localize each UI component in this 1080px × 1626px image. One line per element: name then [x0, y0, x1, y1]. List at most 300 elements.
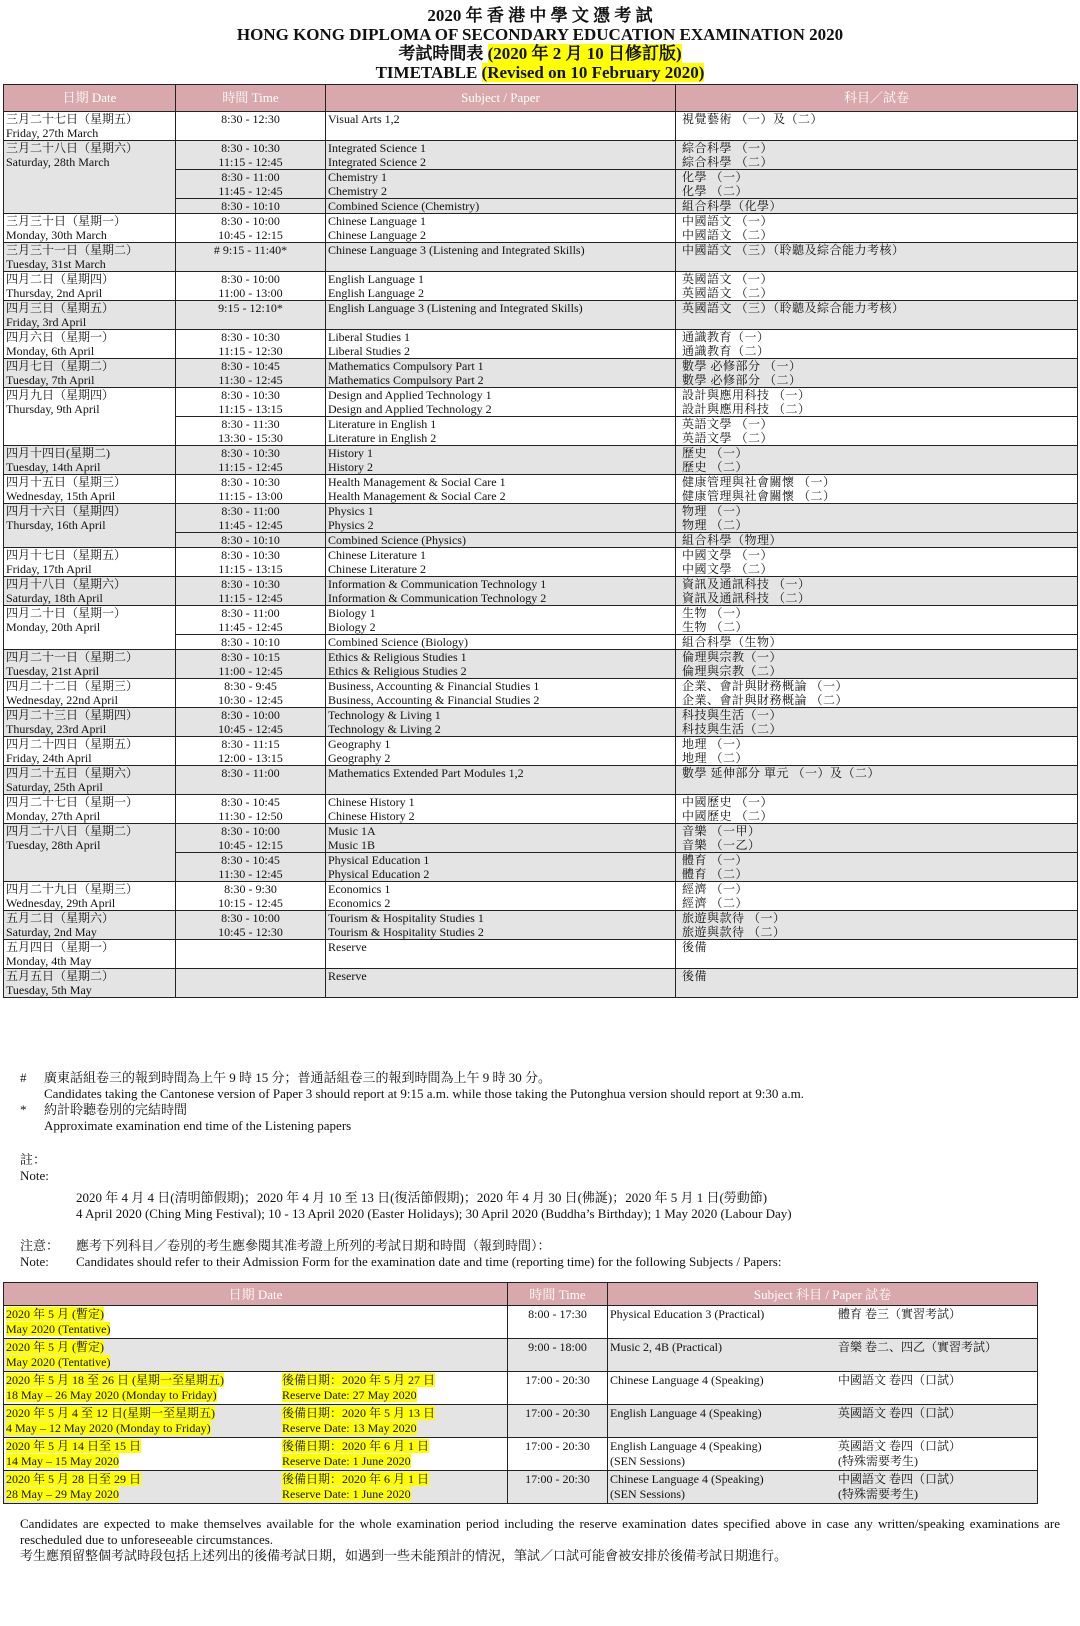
subject-zh-cell — [676, 795, 1078, 824]
subject-cell-line: Tourism & Hospitality Studies 2 — [328, 925, 484, 939]
special-subject-zh: (特殊需要考生) — [838, 1487, 918, 1501]
date-cell-line: Monday, 6th April — [6, 344, 95, 358]
timetable-row — [4, 766, 1078, 795]
subject-zh-cell — [676, 170, 1078, 199]
special-subject-en: Chinese Language 4 (Speaking) — [610, 1373, 764, 1387]
special-time-cell: 17:00 - 20:30 — [508, 1471, 608, 1504]
timetable-row — [4, 577, 1078, 606]
subject-zh-cell-line: 科技與生活（二） — [682, 722, 783, 736]
subject-cell-line: Physical Education 1 — [328, 853, 430, 867]
subject-zh-cell-line: 組合科學（物理） — [682, 533, 783, 547]
subject-cell — [326, 475, 676, 504]
date-cell — [4, 533, 176, 548]
time-cell-line: 8:30 - 10:00 — [221, 911, 280, 925]
subject-zh-cell-line: 企業、會計與財務概論 （二） — [682, 693, 849, 707]
special-subject-zh: 英國語文 卷四（口試） — [838, 1439, 962, 1453]
subject-cell-line: Visual Arts 1,2 — [328, 112, 400, 126]
special-header-row — [4, 1283, 1038, 1306]
time-cell — [176, 650, 326, 679]
date-cell-line: Monday, 20th April — [6, 620, 101, 634]
time-cell-line: 11:45 - 12:45 — [218, 620, 283, 634]
time-cell-line: 11:15 - 13:00 — [218, 489, 283, 503]
date-cell — [4, 301, 176, 330]
time-cell — [176, 635, 326, 650]
timetable-row — [4, 737, 1078, 766]
exam-date-text: 2020 年 5 月 (暫定) — [6, 1307, 104, 1321]
time-cell-line: 11:30 - 12:50 — [218, 809, 283, 823]
date-cell-line: Monday, 27th April — [6, 809, 101, 823]
subject-zh-cell-line: 數學 延伸部分 單元 （一）及（二） — [682, 766, 881, 780]
date-cell-line: Saturday, 25th April — [6, 780, 103, 794]
subject-cell-line: Design and Applied Technology 1 — [328, 388, 492, 402]
subject-cell-line: Chinese Language 2 — [328, 228, 426, 242]
attention-en — [20, 1254, 1060, 1270]
date-cell-line: Tuesday, 21st April — [6, 664, 100, 678]
date-cell — [4, 650, 176, 679]
subject-zh-cell — [676, 548, 1078, 577]
subject-zh-cell-line: 物理 （二） — [682, 518, 749, 532]
time-cell-line: 11:15 - 12:45 — [218, 591, 283, 605]
revision-highlight-zh: (2020 年 2 月 10 日修訂版) — [487, 44, 682, 63]
attention-text-zh: 應考下列科目／卷別的考生應參閱其准考證上所列的考試日期和時間（報到時間）： — [76, 1238, 551, 1253]
date-cell-line: Tuesday, 14th April — [6, 460, 101, 474]
special-subject-en: English Language 4 (Speaking) — [610, 1406, 762, 1420]
timetable-row — [4, 446, 1078, 475]
special-subject-en: (SEN Sessions) — [610, 1454, 686, 1468]
special-time-cell: 17:00 - 20:30 — [508, 1405, 608, 1438]
date-cell-line: Saturday, 2nd May — [6, 925, 97, 939]
note-label-en: Note: — [20, 1168, 49, 1183]
subject-zh-cell-line: 體育 （一） — [682, 853, 749, 867]
time-cell-line: 8:30 - 10:00 — [221, 214, 280, 228]
date-cell-line: 四月二日（星期四） — [6, 272, 115, 286]
timetable-row — [4, 199, 1078, 214]
subject-zh-cell-line: 資訊及通訊科技 （二） — [682, 591, 811, 605]
date-cell-line: Saturday, 18th April — [6, 591, 103, 605]
special-date-cell — [4, 1438, 508, 1471]
special-subject-cell — [608, 1405, 1038, 1438]
date-cell-line: 四月十七日（星期五） — [6, 548, 127, 562]
subject-cell — [326, 417, 676, 446]
subject-cell — [326, 301, 676, 330]
subject-cell — [326, 795, 676, 824]
timetable-row — [4, 243, 1078, 272]
timetable-row — [4, 940, 1078, 969]
time-cell-line: 13:30 - 15:30 — [218, 431, 283, 445]
time-cell-line: 8:30 - 10:45 — [221, 359, 280, 373]
subject-zh-cell-line: 生物 （二） — [682, 620, 749, 634]
subject-cell — [326, 882, 676, 911]
special-papers-table — [3, 1282, 1038, 1504]
time-cell — [176, 199, 326, 214]
time-cell-line: 8:30 - 10:30 — [221, 475, 280, 489]
subject-zh-cell — [676, 650, 1078, 679]
date-cell — [4, 243, 176, 272]
subject-cell-line: Liberal Studies 1 — [328, 330, 410, 344]
subject-zh-cell-line: 音樂 （一乙） — [682, 838, 761, 852]
exam-timetable — [3, 84, 1078, 998]
subject-cell-line: Physical Education 2 — [328, 867, 430, 881]
footer-en: Candidates are expected to make themselves available for the whole examination period including the reserve examination dates specified above in case any written/speaking examinations are rescheduled due to unforeseeable circumstances. — [20, 1516, 1060, 1547]
reserve-date-text: 後備日期：2020 年 6 月 1 日 — [282, 1439, 430, 1453]
time-cell — [176, 243, 326, 272]
subject-cell-line: Economics 1 — [328, 882, 391, 896]
date-cell-line: 四月二十三日（星期四） — [6, 708, 139, 722]
special-subject-cell — [608, 1339, 1038, 1372]
subject-cell — [326, 243, 676, 272]
subject-cell-line: Liberal Studies 2 — [328, 344, 410, 358]
subject-zh-cell-line: 中國文學 （二） — [682, 562, 774, 576]
date-cell-line: 四月二十八日（星期二） — [6, 824, 139, 838]
subject-zh-cell-line: 組合科學（化學） — [682, 199, 783, 213]
time-cell-line: 8:30 - 12:30 — [221, 112, 280, 126]
subject-zh-cell — [676, 533, 1078, 548]
subject-zh-cell-line: 生物 （一） — [682, 606, 749, 620]
timetable-row — [4, 548, 1078, 577]
time-cell — [176, 141, 326, 170]
subject-cell-line: Health Management & Social Care 1 — [328, 475, 506, 489]
date-cell-line: 四月三日（星期五） — [6, 301, 115, 315]
star-marker: * — [20, 1102, 27, 1117]
subject-zh-cell-line: 綜合科學 （一） — [682, 141, 774, 155]
subject-cell-line: Information & Communication Technology 1 — [328, 577, 547, 591]
subject-cell-line: History 1 — [328, 446, 373, 460]
date-cell — [4, 359, 176, 388]
subject-zh-cell-line: 英國語文 （二） — [682, 286, 774, 300]
subject-zh-cell-line: 中國文學 （一） — [682, 548, 774, 562]
subject-zh-cell — [676, 606, 1078, 635]
date-cell — [4, 548, 176, 577]
date-cell-line: 五月四日（星期一） — [6, 940, 115, 954]
subject-cell — [326, 199, 676, 214]
date-cell-line: 四月二十五日（星期六） — [6, 766, 139, 780]
time-cell-line: 8:30 - 10:45 — [221, 853, 280, 867]
date-cell-line: 四月十四日(星期二) — [6, 446, 110, 460]
subject-zh-cell-line: 資訊及通訊科技 （一） — [682, 577, 811, 591]
time-cell-line: 12:00 - 13:15 — [218, 751, 283, 765]
date-cell — [4, 766, 176, 795]
subject-zh-cell — [676, 708, 1078, 737]
date-cell-line: Friday, 27th March — [6, 126, 99, 140]
time-cell-line: 10:15 - 12:45 — [218, 896, 283, 910]
time-cell-line: 8:30 - 10:30 — [221, 577, 280, 591]
date-cell-line: Tuesday, 31st March — [6, 257, 106, 271]
subject-cell-line: Combined Science (Chemistry) — [328, 199, 480, 213]
date-cell-line: Tuesday, 7th April — [6, 373, 95, 387]
subject-zh-cell-line: 數學 必修部分 （二） — [682, 373, 802, 387]
time-cell-line: 8:30 - 10:30 — [221, 141, 280, 155]
subject-cell-line: Music 1A — [328, 824, 376, 838]
subject-zh-cell-line: 倫理與宗教（二） — [682, 664, 783, 678]
time-cell-line: 10:30 - 12:45 — [218, 693, 283, 707]
date-cell-line: Thursday, 2nd April — [6, 286, 103, 300]
date-cell-line: 三月二十八日（星期六） — [6, 141, 139, 155]
time-cell-line: 11:15 - 13:15 — [218, 562, 283, 576]
time-cell — [176, 170, 326, 199]
holidays-en: 4 April 2020 (Ching Ming Festival); 10 - 13 April 2020 (Easter Holidays); 30 April 2020 (Buddha’s Birthday); 1 May 2020 (Labour Day) — [76, 1206, 792, 1221]
date-cell — [4, 446, 176, 475]
time-cell-line: 8:30 - 10:00 — [221, 824, 280, 838]
special-row — [4, 1372, 1038, 1405]
reserve-date-text: Reserve Date: 1 June 2020 — [282, 1487, 411, 1501]
subject-zh-cell — [676, 272, 1078, 301]
time-cell — [176, 533, 326, 548]
date-cell-line: Monday, 4th May — [6, 954, 92, 968]
date-cell — [4, 170, 176, 199]
subject-zh-cell — [676, 214, 1078, 243]
date-cell-line: 三月三十日（星期一） — [6, 214, 127, 228]
special-date-cell — [4, 1372, 508, 1405]
time-cell-line: 8:30 - 10:00 — [221, 272, 280, 286]
time-cell-line: 10:45 - 12:45 — [218, 722, 283, 736]
timetable-row — [4, 708, 1078, 737]
special-row — [4, 1471, 1038, 1504]
time-cell — [176, 577, 326, 606]
date-cell-line: 四月二十九日（星期三） — [6, 882, 139, 896]
subject-cell-line: Combined Science (Biology) — [328, 635, 468, 649]
special-date-cell — [4, 1339, 508, 1372]
time-cell — [176, 504, 326, 533]
subject-cell-line: Technology & Living 2 — [328, 722, 441, 736]
time-cell-line: # 9:15 - 11:40* — [213, 243, 288, 257]
subject-cell-line: Biology 2 — [328, 620, 376, 634]
attention-label-zh: 注意： — [20, 1238, 60, 1253]
special-subject-zh: 音樂 卷二、四乙（實習考試） — [838, 1340, 998, 1354]
date-cell-line: 四月七日（星期二） — [6, 359, 115, 373]
date-cell-line: 四月二十日（星期一） — [6, 606, 127, 620]
time-cell — [176, 679, 326, 708]
exam-date-text: 28 May – 29 May 2020 — [6, 1487, 119, 1501]
special-subject-cell — [608, 1471, 1038, 1504]
date-cell — [4, 795, 176, 824]
subject-cell — [326, 606, 676, 635]
date-cell-line: 三月二十七日（星期五） — [6, 112, 139, 126]
subject-cell — [326, 272, 676, 301]
subject-zh-cell-line: 設計與應用科技 （二） — [682, 402, 811, 416]
date-cell-line: 四月九日（星期四） — [6, 388, 115, 402]
timetable-header-row — [4, 85, 1078, 112]
subject-zh-cell — [676, 853, 1078, 882]
subject-cell-line: English Language 2 — [328, 286, 424, 300]
date-cell-line: Wednesday, 29th April — [6, 896, 116, 910]
time-cell — [176, 606, 326, 635]
subject-zh-cell — [676, 330, 1078, 359]
date-cell-line: 四月二十一日（星期二） — [6, 650, 139, 664]
time-cell — [176, 882, 326, 911]
time-cell — [176, 417, 326, 446]
subject-zh-cell-line: 通識教育（一） — [682, 330, 770, 344]
date-cell — [4, 940, 176, 969]
subject-zh-cell — [676, 940, 1078, 969]
timetable-row — [4, 650, 1078, 679]
timetable-row — [4, 504, 1078, 533]
special-subject-en: (SEN Sessions) — [610, 1487, 686, 1501]
subject-zh-cell — [676, 635, 1078, 650]
subject-cell-line: English Language 1 — [328, 272, 424, 286]
subject-zh-cell — [676, 199, 1078, 214]
special-subject-cell — [608, 1306, 1038, 1339]
special-row — [4, 1405, 1038, 1438]
time-cell-line: 8:30 - 10:30 — [221, 548, 280, 562]
time-cell-line: 10:45 - 12:15 — [218, 228, 283, 242]
subject-cell-line: Ethics & Religious Studies 1 — [328, 650, 467, 664]
special-subject-en: English Language 4 (Speaking) — [610, 1439, 762, 1453]
subject-zh-cell-line: 綜合科學 （二） — [682, 155, 774, 169]
time-cell — [176, 272, 326, 301]
subject-cell — [326, 112, 676, 141]
subject-cell-line: Geography 1 — [328, 737, 391, 751]
subject-cell-line: Literature in English 1 — [328, 417, 437, 431]
date-cell — [4, 577, 176, 606]
time-cell-line: 8:30 - 10:10 — [221, 199, 280, 213]
date-cell-line: 四月二十四日（星期五） — [6, 737, 139, 751]
timetable-row — [4, 853, 1078, 882]
date-cell-line: Thursday, 9th April — [6, 402, 100, 416]
subject-zh-cell-line: 後備 — [682, 969, 708, 983]
subject-cell — [326, 911, 676, 940]
subject-zh-cell — [676, 446, 1078, 475]
timetable-row — [4, 911, 1078, 940]
date-cell — [4, 475, 176, 504]
subject-zh-cell — [676, 301, 1078, 330]
note-star-en: Approximate examination end time of the Listening papers — [44, 1118, 352, 1133]
time-cell-line: 8:30 - 11:30 — [221, 417, 280, 431]
subject-zh-cell-line: 英國語文 （三）（聆聽及綜合能力考核） — [682, 301, 905, 315]
date-cell — [4, 330, 176, 359]
subject-cell — [326, 679, 676, 708]
subject-cell — [326, 766, 676, 795]
note-hash — [20, 1070, 1060, 1102]
time-cell-line: 8:30 - 10:00 — [221, 708, 280, 722]
subject-cell — [326, 504, 676, 533]
date-cell — [4, 141, 176, 170]
time-cell-line: 8:30 - 10:10 — [221, 533, 280, 547]
time-cell-line: 9:15 - 12:10* — [218, 301, 283, 315]
subject-zh-cell — [676, 243, 1078, 272]
subject-cell-line: Mathematics Extended Part Modules 1,2 — [328, 766, 524, 780]
special-subject-zh: 體育 卷三（實習考試） — [838, 1307, 962, 1321]
subject-cell-line: Mathematics Compulsory Part 2 — [328, 373, 484, 387]
date-cell-line: 三月三十一日（星期二） — [6, 243, 139, 257]
subject-cell-line: Chinese Literature 2 — [328, 562, 426, 576]
time-cell-line: 11:15 - 12:45 — [218, 460, 283, 474]
time-cell-line: 8:30 - 10:30 — [221, 330, 280, 344]
date-cell — [4, 214, 176, 243]
subject-cell — [326, 853, 676, 882]
subject-zh-cell-line: 化學 （一） — [682, 170, 749, 184]
subject-cell — [326, 170, 676, 199]
subject-cell-line: Information & Communication Technology 2 — [328, 591, 547, 605]
subject-cell-line: Music 1B — [328, 838, 376, 852]
date-cell-line: Friday, 17th April — [6, 562, 92, 576]
time-cell — [176, 737, 326, 766]
special-subject-cell — [608, 1438, 1038, 1471]
reserve-date-text: 後備日期：2020 年 5 月 13 日 — [282, 1406, 436, 1420]
subject-cell — [326, 548, 676, 577]
special-subject-zh: 中國語文 卷四（口試） — [838, 1373, 962, 1387]
subject-cell-line: Combined Science (Physics) — [328, 533, 466, 547]
subject-cell-line: Chemistry 2 — [328, 184, 387, 198]
subject-cell-line: Geography 2 — [328, 751, 391, 765]
time-cell-line: 11:15 - 13:15 — [218, 402, 283, 416]
special-header-date: 日期 Date — [4, 1283, 508, 1306]
special-papers-body — [4, 1306, 1038, 1504]
subject-cell-line: Chinese Language 3 (Listening and Integrated Skills) — [328, 243, 585, 257]
subject-zh-cell — [676, 679, 1078, 708]
special-row — [4, 1306, 1038, 1339]
header-date: 日期 Date — [4, 85, 176, 112]
subject-cell-line: Economics 2 — [328, 896, 391, 910]
timetable-row — [4, 795, 1078, 824]
time-cell — [176, 969, 326, 998]
date-cell-line: 五月二日（星期六） — [6, 911, 115, 925]
note-hash-en: Candidates taking the Cantonese version of Paper 3 should report at 9:15 a.m. while those taking the Putonghua version should report at 9:30 a.m. — [44, 1086, 804, 1101]
subject-zh-cell-line: 中國語文 （三）（聆聽及綜合能力考核） — [682, 243, 905, 257]
date-cell — [4, 272, 176, 301]
date-cell — [4, 853, 176, 882]
subject-zh-cell — [676, 475, 1078, 504]
subject-cell — [326, 330, 676, 359]
exam-date-text: 2020 年 5 月 14 日至 15 日 — [6, 1439, 142, 1453]
subject-zh-cell-line: 數學 必修部分 （一） — [682, 359, 802, 373]
date-cell — [4, 737, 176, 766]
subject-cell — [326, 388, 676, 417]
special-subject-zh: 中國語文 卷四（口試） — [838, 1472, 962, 1486]
time-cell — [176, 824, 326, 853]
subject-cell-line: Design and Applied Technology 2 — [328, 402, 492, 416]
document-title — [0, 0, 1080, 82]
notes-section — [20, 1070, 1060, 1270]
date-cell — [4, 969, 176, 998]
date-cell — [4, 199, 176, 214]
subject-zh-cell-line: 組合科學（生物） — [682, 635, 783, 649]
time-cell-line: 8:30 - 10:30 — [221, 388, 280, 402]
timetable-row — [4, 635, 1078, 650]
time-cell — [176, 359, 326, 388]
timetable-row — [4, 533, 1078, 548]
time-cell-line: 11:15 - 12:45 — [218, 155, 283, 169]
special-subject-en: Physical Education 3 (Practical) — [610, 1307, 765, 1321]
timetable-row — [4, 679, 1078, 708]
date-cell — [4, 504, 176, 533]
subject-zh-cell-line: 視覺藝術 （一）及（二） — [682, 112, 824, 126]
timetable-row — [4, 112, 1078, 141]
time-cell-line: 8:30 - 11:00 — [221, 170, 280, 184]
special-header-subject: Subject 科目 / Paper 試卷 — [608, 1283, 1038, 1306]
subject-cell — [326, 446, 676, 475]
date-cell-line: Wednesday, 15th April — [6, 489, 116, 503]
subject-cell-line: Physics 2 — [328, 518, 374, 532]
title-timetable-en: TIMETABLE (Revised on 10 February 2020) — [375, 63, 705, 82]
header-subject-zh: 科目／試卷 — [676, 85, 1078, 112]
time-cell-line: 8:30 - 11:00 — [221, 606, 280, 620]
subject-zh-cell-line: 設計與應用科技 （一） — [682, 388, 811, 402]
special-subject-zh: 英國語文 卷四（口試） — [838, 1406, 962, 1420]
special-date-cell — [4, 1405, 508, 1438]
subject-cell — [326, 650, 676, 679]
timetable-row — [4, 359, 1078, 388]
note-hash-zh: 廣東話組卷三的報到時間為上午 9 時 15 分；普通話組卷三的報到時間為上午 9 時 30 分。 — [44, 1070, 552, 1085]
special-time-cell: 17:00 - 20:30 — [508, 1438, 608, 1471]
subject-zh-cell-line: 歷史 （一） — [682, 446, 749, 460]
time-cell — [176, 548, 326, 577]
date-cell-line: 四月六日（星期一） — [6, 330, 115, 344]
date-cell-line: Friday, 3rd April — [6, 315, 87, 329]
subject-zh-cell-line: 中國歷史 （二） — [682, 809, 774, 823]
timetable-row — [4, 882, 1078, 911]
note-star — [20, 1102, 1060, 1134]
subject-zh-cell-line: 旅遊與款待 （一） — [682, 911, 786, 925]
